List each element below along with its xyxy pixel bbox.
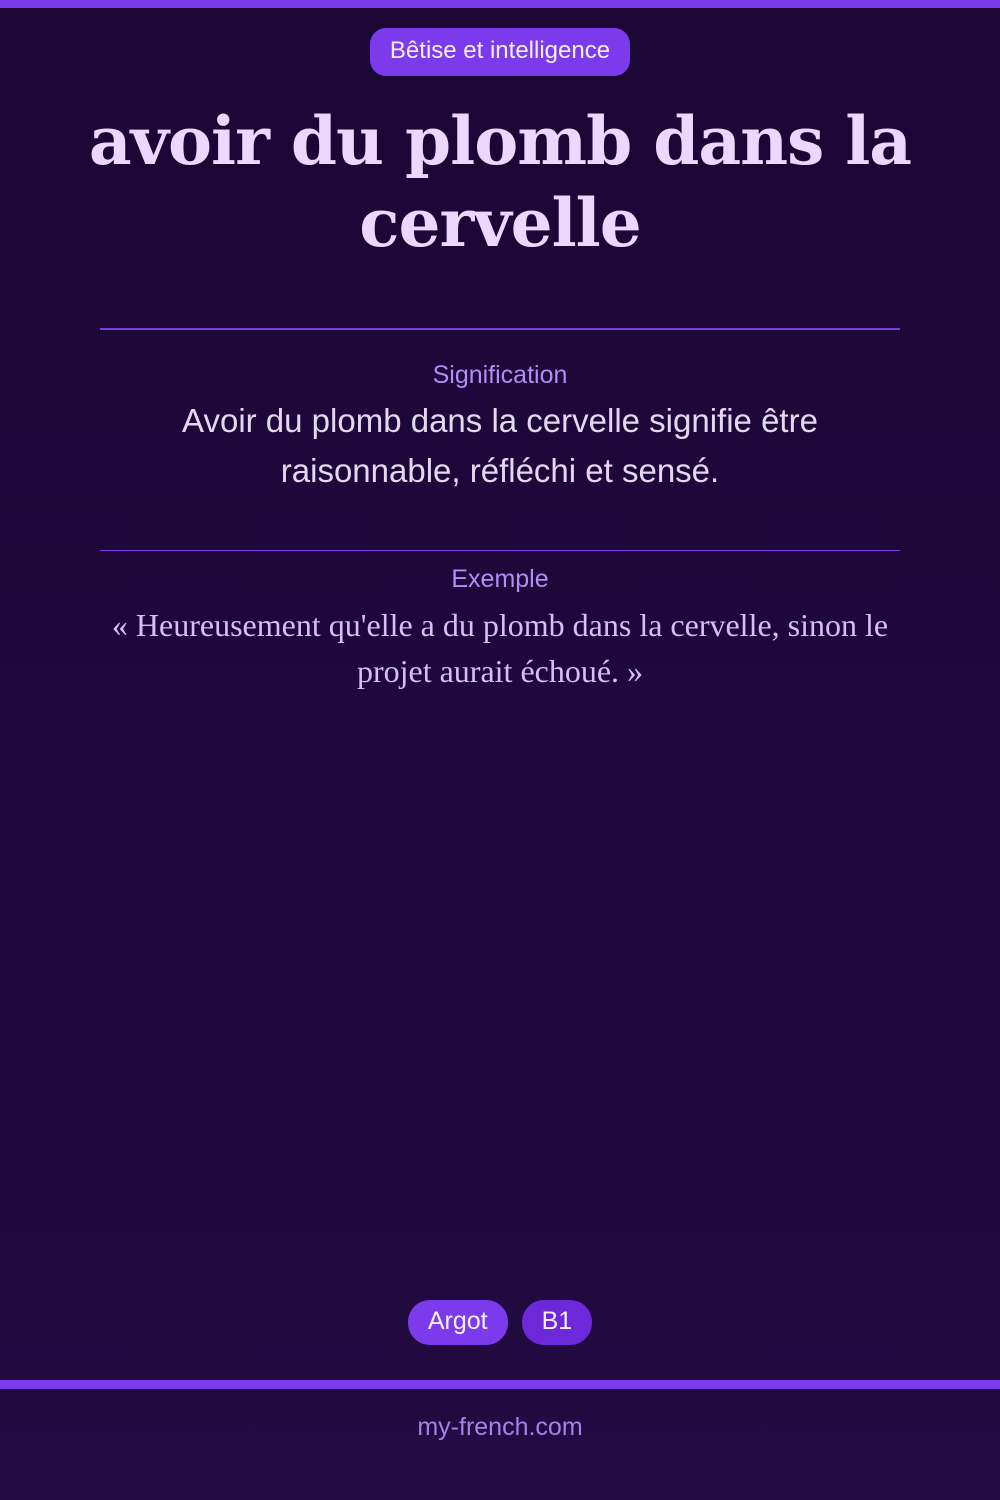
example-label: Exemple [451,565,549,593]
category-badge: Bêtise et intelligence [370,28,630,76]
divider [100,550,900,551]
example-quote: « Heureusement qu'elle a du plomb dans la cervelle, sinon le projet aurait échoué. » [111,607,889,689]
meaning-label: Signification [432,361,568,389]
register-tag: Argot [408,1300,508,1345]
divider [100,328,900,330]
expression-title: avoir du plomb dans la cervelle [88,102,912,262]
meaning-text: Avoir du plomb dans la cervelle signifie être raisonnable, réfléchi et sensé. [182,402,818,489]
category-container [0,28,1000,76]
top-accent-bar [0,0,1000,8]
tag-list [0,1300,1000,1345]
footer-site: my-french.com [417,1413,583,1441]
level-tag: B1 [522,1300,593,1345]
bottom-accent-bar [0,1380,1000,1389]
